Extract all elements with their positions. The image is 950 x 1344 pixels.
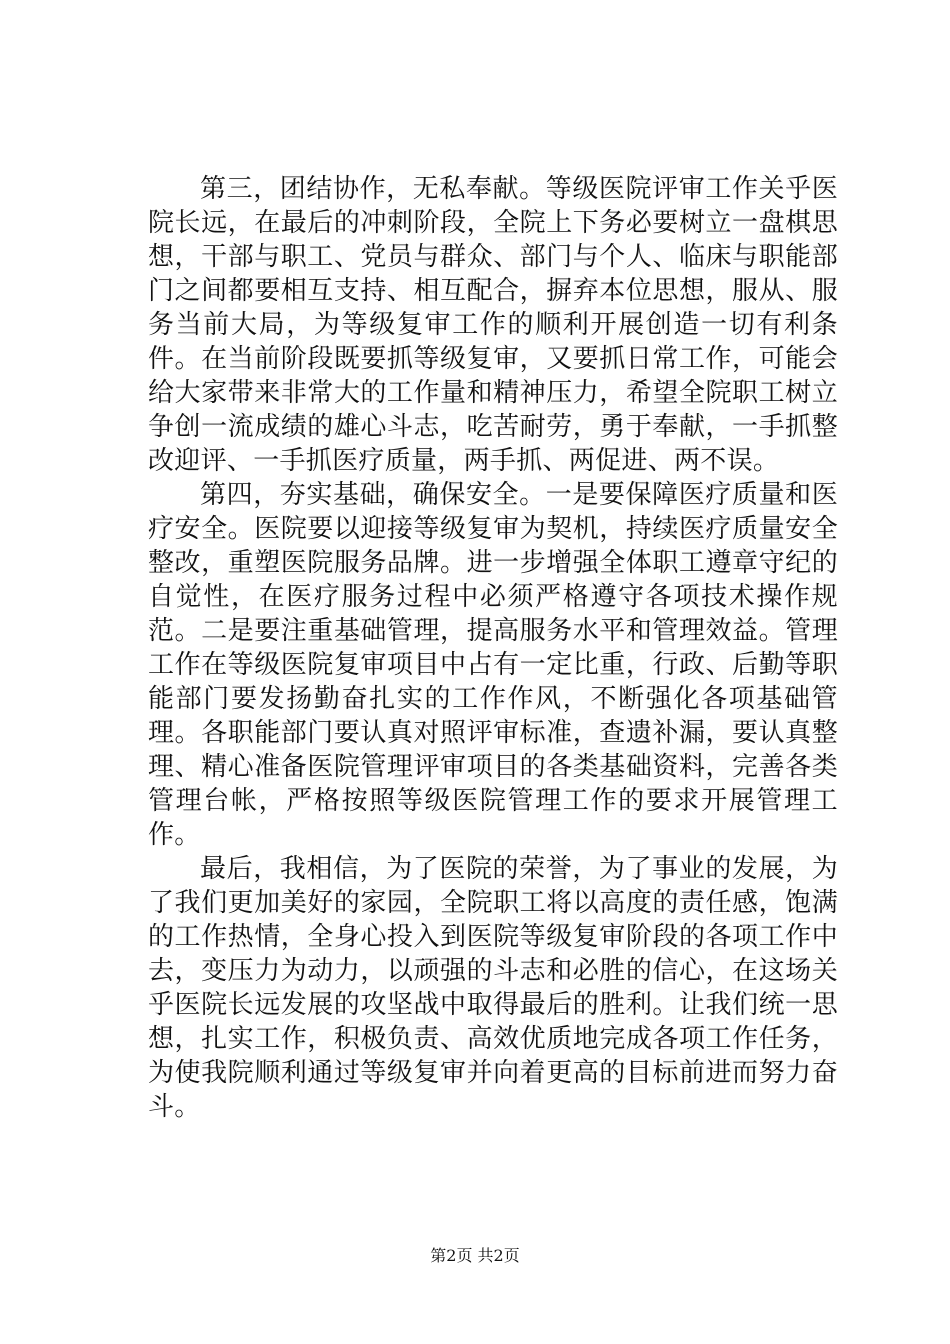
paragraph-conclusion: 最后，我相信，为了医院的荣誉，为了事业的发展，为了我们更加美好的家园，全院职工将以高度的责任感，饱满的工作热情，全身心投入到医院等级复审阶段的各项工作中去，变压力为动力，以顽强的斗志和必胜的信心，在这场关乎医院长远发展的攻坚战中取得最后的胜利。让我们统一思想，扎实工作，积极负责、高效优质地完成各项工作任务，为使我院顺利通过等级复审并向着更高的目标前进而努力奋斗。 (148, 854, 838, 1122)
paragraph-third-point: 第三，团结协作，无私奉献。等级医院评审工作关乎医院长远，在最后的冲刺阶段，全院上下务必要树立一盘棋思想，干部与职工、党员与群众、部门与个人、临床与职能部门之间都要相互支持、相互配合，摒弃本位思想，服从、服务当前大局，为等级复审工作的顺利开展创造一切有利条件。在当前阶段既要抓等级复审，又要抓日常工作，可能会给大家带来非常大的工作量和精神压力，希望全院职工树立争创一流成绩的雄心斗志，吃苦耐劳，勇于奉献，一手抓整改迎评、一手抓医疗质量，两手抓、两促进、两不误。 (148, 174, 838, 476)
paragraph-fourth-point: 第四，夯实基础，确保安全。一是要保障医疗质量和医疗安全。医院要以迎接等级复审为契机，持续医疗质量安全整改，重塑医院服务品牌。进一步增强全体职工遵章守纪的自觉性，在医疗服务过程中必须严格遵守各项技术操作规范。二是要注重基础管理，提高服务水平和管理效益。管理工作在等级医院复审项目中占有一定比重，行政、后勤等职能部门要发扬勤奋扎实的工作作风，不断强化各项基础管理。各职能部门要认真对照评审标准，查遗补漏，要认真整理、精心准备医院管理评审项目的各类基础资料，完善各类管理台帐，严格按照等级医院管理工作的要求开展管理工作。 (148, 480, 838, 850)
document-body (148, 172, 838, 1124)
page-number-footer: 第2页 共2页 (430, 1246, 520, 1265)
